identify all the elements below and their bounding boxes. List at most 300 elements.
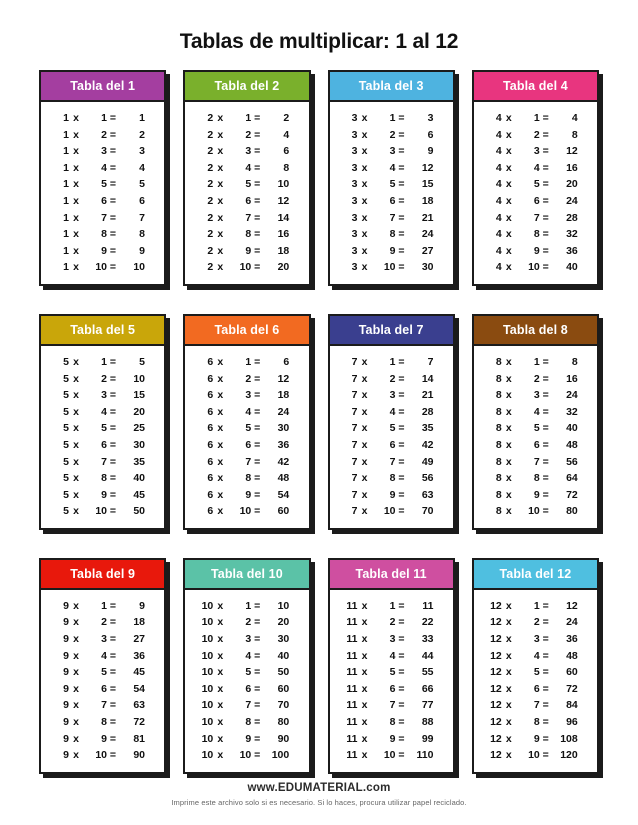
times-icon: x — [505, 699, 512, 712]
factor-b: 5 — [389, 666, 396, 679]
times-icon: x — [505, 616, 512, 629]
factor-a: 4 — [495, 194, 502, 207]
table-row — [480, 404, 591, 421]
equals-icon: = — [398, 599, 405, 612]
product-value: 16 — [566, 161, 578, 174]
product-value: 20 — [277, 616, 290, 629]
equals-icon: = — [109, 732, 117, 745]
times-icon: x — [217, 749, 224, 762]
table-row — [191, 598, 302, 615]
factor-a: 2 — [207, 194, 214, 207]
factor-a: 6 — [207, 505, 214, 518]
times-icon: x — [217, 145, 224, 158]
times-icon: x — [217, 161, 224, 174]
table-body — [330, 346, 453, 528]
product-value: 14 — [421, 372, 434, 385]
factor-a: 4 — [495, 244, 502, 257]
times-icon: x — [73, 161, 79, 174]
factor-a: 12 — [490, 699, 502, 712]
equals-icon: = — [542, 505, 549, 518]
table-row — [480, 470, 591, 487]
factor-a: 6 — [207, 488, 214, 501]
equals-icon: = — [254, 633, 261, 646]
factor-b: 2 — [389, 616, 396, 629]
factor-a: 11 — [346, 682, 358, 695]
equals-icon: = — [542, 649, 549, 662]
table-header: Tabla del 5 — [41, 316, 164, 346]
table-row — [336, 259, 447, 276]
equals-icon: = — [254, 616, 261, 629]
times-icon: x — [73, 505, 79, 518]
factor-b: 5 — [101, 666, 107, 679]
table-row — [336, 648, 447, 665]
factor-b: 9 — [101, 488, 107, 501]
product-value: 4 — [283, 128, 290, 141]
equals-icon: = — [542, 228, 549, 241]
factor-b: 1 — [533, 355, 540, 368]
product-value: 18 — [277, 244, 290, 257]
times-icon: x — [361, 666, 368, 679]
table-card — [328, 70, 455, 286]
product-value: 8 — [283, 161, 290, 174]
table-row — [336, 664, 447, 681]
product-value: 90 — [133, 749, 145, 762]
product-value: 12 — [421, 161, 434, 174]
product-value: 40 — [133, 472, 145, 485]
table-row — [480, 243, 591, 260]
times-icon: x — [505, 405, 512, 418]
product-value: 49 — [421, 455, 434, 468]
product-value: 8 — [571, 128, 578, 141]
table-row — [47, 259, 158, 276]
factor-a: 8 — [495, 505, 502, 518]
product-value: 42 — [421, 438, 434, 451]
product-value: 2 — [139, 128, 145, 141]
times-icon: x — [73, 749, 79, 762]
equals-icon: = — [398, 488, 405, 501]
table-body — [185, 102, 308, 284]
times-icon: x — [73, 372, 79, 385]
product-value: 30 — [277, 422, 290, 435]
factor-b: 5 — [389, 178, 396, 191]
factor-a: 10 — [201, 732, 214, 745]
product-value: 108 — [560, 732, 578, 745]
equals-icon: = — [398, 732, 405, 745]
equals-icon: = — [542, 389, 549, 402]
product-value: 30 — [277, 633, 290, 646]
times-icon: x — [505, 211, 512, 224]
product-value: 24 — [566, 616, 578, 629]
product-value: 10 — [277, 178, 290, 191]
factor-b: 8 — [533, 228, 540, 241]
table-row — [47, 664, 158, 681]
times-icon: x — [217, 505, 224, 518]
times-icon: x — [217, 732, 224, 745]
product-value: 100 — [271, 749, 290, 762]
factor-b: 8 — [245, 716, 252, 729]
product-value: 24 — [277, 405, 290, 418]
table-row — [191, 110, 302, 127]
product-value: 63 — [421, 488, 434, 501]
factor-a: 2 — [207, 211, 214, 224]
table-row — [336, 110, 447, 127]
factor-b: 5 — [245, 178, 252, 191]
factor-b: 4 — [533, 649, 540, 662]
product-value: 2 — [283, 112, 290, 124]
table-row — [191, 371, 302, 388]
table-row — [191, 487, 302, 504]
table-header: Tabla del 8 — [474, 316, 597, 346]
product-value: 48 — [566, 649, 578, 662]
table-row — [480, 503, 591, 520]
factor-a: 2 — [207, 228, 214, 241]
table-row — [336, 731, 447, 748]
product-value: 10 — [133, 261, 145, 274]
table-row — [480, 681, 591, 698]
table-row — [47, 226, 158, 243]
table-row — [336, 226, 447, 243]
card-inner — [183, 70, 310, 286]
table-row — [480, 747, 591, 764]
product-value: 10 — [133, 372, 145, 385]
product-value: 40 — [566, 422, 578, 435]
factor-a: 6 — [207, 355, 214, 368]
equals-icon: = — [109, 633, 117, 646]
factor-b: 10 — [383, 749, 396, 762]
card-inner — [183, 314, 310, 530]
card-inner — [39, 70, 166, 286]
equals-icon: = — [398, 128, 405, 141]
factor-a: 1 — [63, 145, 69, 158]
product-value: 45 — [133, 488, 145, 501]
table-row — [191, 631, 302, 648]
factor-a: 9 — [63, 682, 69, 695]
equals-icon: = — [109, 616, 117, 629]
product-value: 3 — [427, 112, 434, 124]
table-row — [47, 681, 158, 698]
product-value: 36 — [133, 649, 145, 662]
factor-b: 6 — [533, 194, 540, 207]
equals-icon: = — [398, 261, 405, 274]
product-value: 20 — [277, 261, 290, 274]
times-icon: x — [73, 732, 79, 745]
product-value: 64 — [566, 472, 578, 485]
equals-icon: = — [254, 472, 261, 485]
factor-b: 4 — [389, 161, 396, 174]
factor-a: 9 — [63, 699, 69, 712]
table-row — [336, 404, 447, 421]
equals-icon: = — [542, 599, 549, 612]
equals-icon: = — [109, 261, 117, 274]
product-value: 77 — [421, 699, 434, 712]
equals-icon: = — [254, 128, 261, 141]
equals-icon: = — [542, 355, 549, 368]
product-value: 70 — [421, 505, 434, 518]
factor-a: 10 — [201, 649, 214, 662]
times-icon: x — [505, 682, 512, 695]
equals-icon: = — [109, 749, 117, 762]
equals-icon: = — [542, 472, 549, 485]
product-value: 21 — [421, 211, 434, 224]
product-value: 12 — [566, 145, 578, 158]
factor-a: 12 — [490, 599, 502, 612]
equals-icon: = — [398, 145, 405, 158]
table-body — [185, 590, 308, 772]
times-icon: x — [505, 633, 512, 646]
factor-a: 10 — [201, 682, 214, 695]
product-value: 7 — [427, 355, 434, 368]
equals-icon: = — [398, 472, 405, 485]
times-icon: x — [361, 261, 368, 274]
table-row — [47, 614, 158, 631]
times-icon: x — [361, 749, 368, 762]
factor-a: 12 — [490, 716, 502, 729]
factor-a: 4 — [495, 261, 502, 274]
times-icon: x — [73, 355, 79, 368]
factor-a: 2 — [207, 261, 214, 274]
factor-a: 2 — [207, 128, 214, 141]
equals-icon: = — [398, 355, 405, 368]
page-title: Tablas de multiplicar: 1 al 12 — [179, 30, 459, 53]
table-row — [336, 210, 447, 227]
product-value: 50 — [277, 666, 290, 679]
factor-a: 11 — [346, 633, 358, 646]
table-row — [191, 731, 302, 748]
factor-a: 12 — [490, 732, 502, 745]
product-value: 70 — [277, 699, 290, 712]
factor-a: 6 — [207, 389, 214, 402]
factor-b: 9 — [533, 488, 540, 501]
factor-a: 5 — [63, 472, 69, 485]
factor-a: 5 — [63, 355, 69, 368]
table-row — [480, 697, 591, 714]
equals-icon: = — [109, 472, 117, 485]
times-icon: x — [73, 633, 79, 646]
factor-a: 8 — [495, 389, 502, 402]
equals-icon: = — [398, 112, 405, 124]
factor-b: 9 — [101, 732, 107, 745]
factor-b: 3 — [533, 145, 540, 158]
times-icon: x — [361, 616, 368, 629]
factor-b: 6 — [101, 194, 107, 207]
table-row — [191, 454, 302, 471]
factor-b: 2 — [101, 372, 107, 385]
product-value: 18 — [133, 616, 145, 629]
product-value: 20 — [566, 178, 578, 191]
factor-b: 7 — [245, 211, 252, 224]
table-row — [47, 420, 158, 437]
times-icon: x — [73, 194, 79, 207]
times-icon: x — [217, 194, 224, 207]
product-value: 5 — [139, 355, 145, 368]
product-value: 9 — [427, 145, 434, 158]
factor-a: 12 — [490, 682, 502, 695]
factor-a: 12 — [490, 649, 502, 662]
table-row — [336, 143, 447, 160]
times-icon: x — [73, 112, 79, 124]
equals-icon: = — [542, 438, 549, 451]
product-value: 12 — [277, 372, 290, 385]
factor-b: 8 — [389, 716, 396, 729]
product-value: 16 — [566, 372, 578, 385]
product-value: 72 — [566, 488, 578, 501]
factor-a: 6 — [207, 455, 214, 468]
factor-b: 9 — [245, 488, 252, 501]
factor-b: 3 — [389, 145, 396, 158]
equals-icon: = — [542, 616, 549, 629]
times-icon: x — [217, 488, 224, 501]
product-value: 32 — [566, 405, 578, 418]
factor-a: 9 — [63, 633, 69, 646]
factor-b: 7 — [389, 455, 396, 468]
factor-b: 9 — [245, 244, 252, 257]
table-row — [336, 487, 447, 504]
factor-b: 7 — [389, 699, 396, 712]
product-value: 10 — [277, 599, 290, 612]
factor-b: 2 — [245, 128, 252, 141]
product-value: 110 — [416, 749, 434, 762]
table-row — [480, 648, 591, 665]
factor-b: 8 — [389, 228, 396, 241]
times-icon: x — [73, 405, 79, 418]
times-icon: x — [217, 112, 224, 124]
product-value: 33 — [421, 633, 434, 646]
table-header: Tabla del 3 — [330, 72, 453, 102]
factor-b: 3 — [101, 633, 107, 646]
times-icon: x — [217, 405, 224, 418]
equals-icon: = — [254, 505, 261, 518]
factor-a: 9 — [63, 599, 69, 612]
table-row — [480, 354, 591, 371]
times-icon: x — [217, 128, 224, 141]
factor-a: 11 — [346, 599, 358, 612]
factor-b: 8 — [389, 472, 396, 485]
factor-b: 6 — [101, 438, 107, 451]
times-icon: x — [505, 178, 512, 191]
factor-a: 5 — [63, 422, 69, 435]
factor-a: 10 — [201, 716, 214, 729]
times-icon: x — [361, 682, 368, 695]
factor-a: 3 — [351, 178, 358, 191]
table-row — [191, 160, 302, 177]
table-body — [330, 102, 453, 284]
times-icon: x — [361, 244, 368, 257]
factor-b: 4 — [101, 649, 107, 662]
factor-b: 2 — [389, 128, 396, 141]
factor-b: 9 — [101, 244, 107, 257]
factor-a: 8 — [495, 472, 502, 485]
equals-icon: = — [254, 405, 261, 418]
times-icon: x — [217, 666, 224, 679]
factor-a: 8 — [495, 405, 502, 418]
equals-icon: = — [109, 505, 117, 518]
equals-icon: = — [398, 505, 405, 518]
product-value: 48 — [277, 472, 290, 485]
equals-icon: = — [542, 145, 549, 158]
times-icon: x — [361, 211, 368, 224]
table-row — [47, 110, 158, 127]
factor-a: 7 — [351, 488, 358, 501]
times-icon: x — [361, 488, 368, 501]
equals-icon: = — [398, 666, 405, 679]
table-row — [47, 731, 158, 748]
equals-icon: = — [254, 599, 261, 612]
equals-icon: = — [254, 161, 261, 174]
factor-a: 3 — [351, 244, 358, 257]
factor-a: 3 — [351, 261, 358, 274]
factor-b: 10 — [95, 749, 107, 762]
print-note: Imprime este archivo solo si es necesario. Si lo haces, procura utilizar papel reciclado. — [171, 798, 467, 807]
factor-b: 4 — [245, 649, 252, 662]
factor-b: 10 — [383, 261, 396, 274]
factor-b: 9 — [245, 732, 252, 745]
product-value: 30 — [133, 438, 145, 451]
product-value: 4 — [571, 112, 578, 124]
factor-a: 1 — [63, 244, 69, 257]
table-row — [47, 648, 158, 665]
table-row — [191, 420, 302, 437]
product-value: 50 — [133, 505, 145, 518]
table-header: Tabla del 9 — [41, 560, 164, 590]
times-icon: x — [217, 261, 224, 274]
factor-b: 10 — [528, 261, 540, 274]
factor-b: 5 — [245, 422, 252, 435]
factor-a: 12 — [490, 666, 502, 679]
factor-b: 2 — [245, 372, 252, 385]
table-row — [480, 714, 591, 731]
card-inner — [472, 558, 599, 774]
table-body — [41, 590, 164, 772]
equals-icon: = — [542, 749, 549, 762]
product-value: 3 — [139, 145, 145, 158]
times-icon: x — [505, 128, 512, 141]
table-row — [191, 354, 302, 371]
factor-b: 6 — [533, 438, 540, 451]
times-icon: x — [361, 633, 368, 646]
equals-icon: = — [542, 128, 549, 141]
table-header: Tabla del 2 — [185, 72, 308, 102]
card-inner — [39, 314, 166, 530]
equals-icon: = — [109, 405, 117, 418]
times-icon: x — [73, 228, 79, 241]
table-row — [480, 454, 591, 471]
equals-icon: = — [542, 161, 549, 174]
factor-a: 3 — [351, 145, 358, 158]
equals-icon: = — [109, 438, 117, 451]
factor-b: 8 — [245, 228, 252, 241]
equals-icon: = — [398, 649, 405, 662]
equals-icon: = — [109, 145, 117, 158]
times-icon: x — [217, 716, 224, 729]
table-card — [39, 70, 166, 286]
factor-b: 2 — [533, 128, 540, 141]
factor-a: 1 — [63, 261, 69, 274]
table-row — [480, 387, 591, 404]
factor-b: 2 — [533, 616, 540, 629]
equals-icon: = — [398, 633, 405, 646]
factor-b: 1 — [389, 112, 396, 124]
factor-b: 3 — [389, 389, 396, 402]
card-inner — [328, 70, 455, 286]
times-icon: x — [73, 438, 79, 451]
table-row — [480, 631, 591, 648]
factor-b: 6 — [389, 682, 396, 695]
table-row — [336, 176, 447, 193]
factor-b: 3 — [245, 389, 252, 402]
factor-a: 8 — [495, 488, 502, 501]
equals-icon: = — [542, 244, 549, 257]
factor-a: 12 — [490, 749, 502, 762]
